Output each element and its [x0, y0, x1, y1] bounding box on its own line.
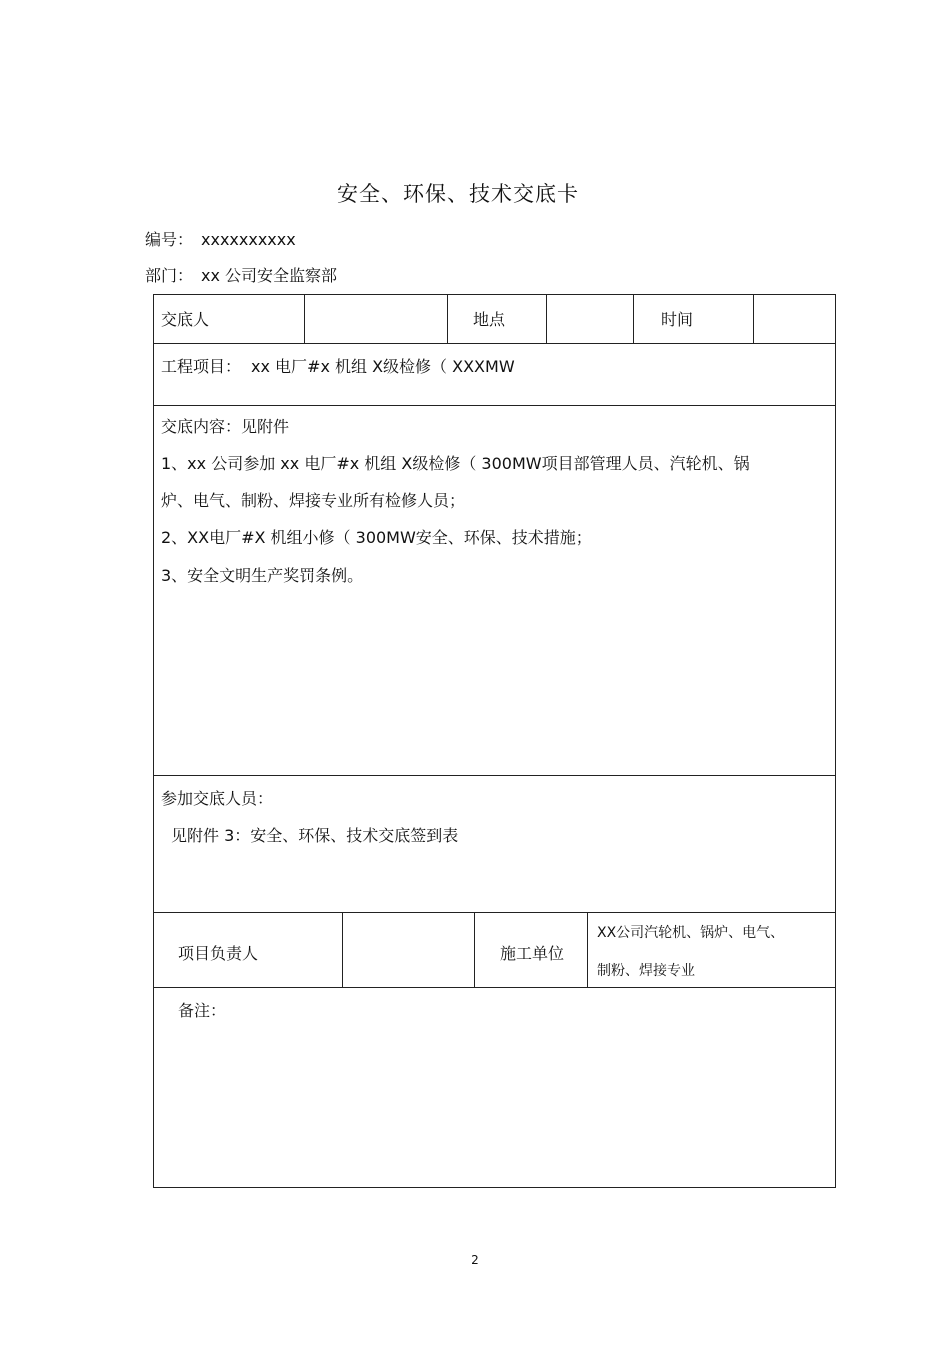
column-divider	[753, 295, 754, 343]
content-line: 1、xx 公司参加 xx 电厂#x 机组 X级检修（ 300MW项目部管理人员、汽轮机、锅	[161, 454, 750, 473]
serial-value: xxxxxxxxxx	[201, 230, 296, 249]
content-line: 2、XX电厂#X 机组小修（ 300MW安全、环保、技术措施；	[161, 528, 592, 547]
project-row	[161, 354, 515, 377]
content-line: 炉、电气、制粉、焊接专业所有检修人员；	[161, 491, 466, 510]
project-value: xx 电厂#x 机组 X级检修（ XXXMW	[251, 357, 515, 376]
remarks-label: 备注：	[178, 1001, 227, 1020]
construction-unit-value-line2: 制粉、焊接专业	[597, 963, 695, 979]
column-divider	[447, 295, 448, 343]
participants-heading: 参加交底人员：	[161, 789, 274, 808]
document-title: 安全、环保、技术交底卡	[337, 182, 579, 206]
column-divider	[342, 912, 343, 987]
column-divider	[587, 912, 588, 987]
construction-unit-label: 施工单位	[500, 944, 565, 963]
serial-label: 编号：	[145, 230, 194, 249]
column-divider	[546, 295, 547, 343]
column-divider	[474, 912, 475, 987]
briefing-form-table	[153, 294, 836, 1188]
page-number: 2	[471, 1253, 479, 1267]
department	[145, 263, 337, 286]
department-value: xx 公司安全监察部	[201, 266, 338, 285]
department-label: 部门：	[145, 266, 194, 285]
row-divider	[154, 987, 835, 988]
presenter-label: 交底人	[161, 310, 210, 329]
row-divider	[154, 343, 835, 344]
column-divider	[633, 295, 634, 343]
row-divider	[154, 775, 835, 776]
time-label: 时间	[661, 310, 694, 329]
participants-value: 见附件 3：安全、环保、技术交底签到表	[171, 826, 459, 845]
column-divider	[304, 295, 305, 343]
content-line: 3、安全文明生产奖罚条例。	[161, 566, 364, 585]
content-heading: 交底内容：见附件	[161, 417, 290, 436]
serial-number	[145, 227, 296, 250]
row-divider	[154, 405, 835, 406]
construction-unit-value-line1: XX公司汽轮机、锅炉、电气、	[597, 925, 785, 941]
project-lead-label: 项目负责人	[178, 944, 259, 963]
row-divider	[154, 912, 835, 913]
project-label: 工程项目：	[161, 357, 242, 376]
location-label: 地点	[473, 310, 506, 329]
